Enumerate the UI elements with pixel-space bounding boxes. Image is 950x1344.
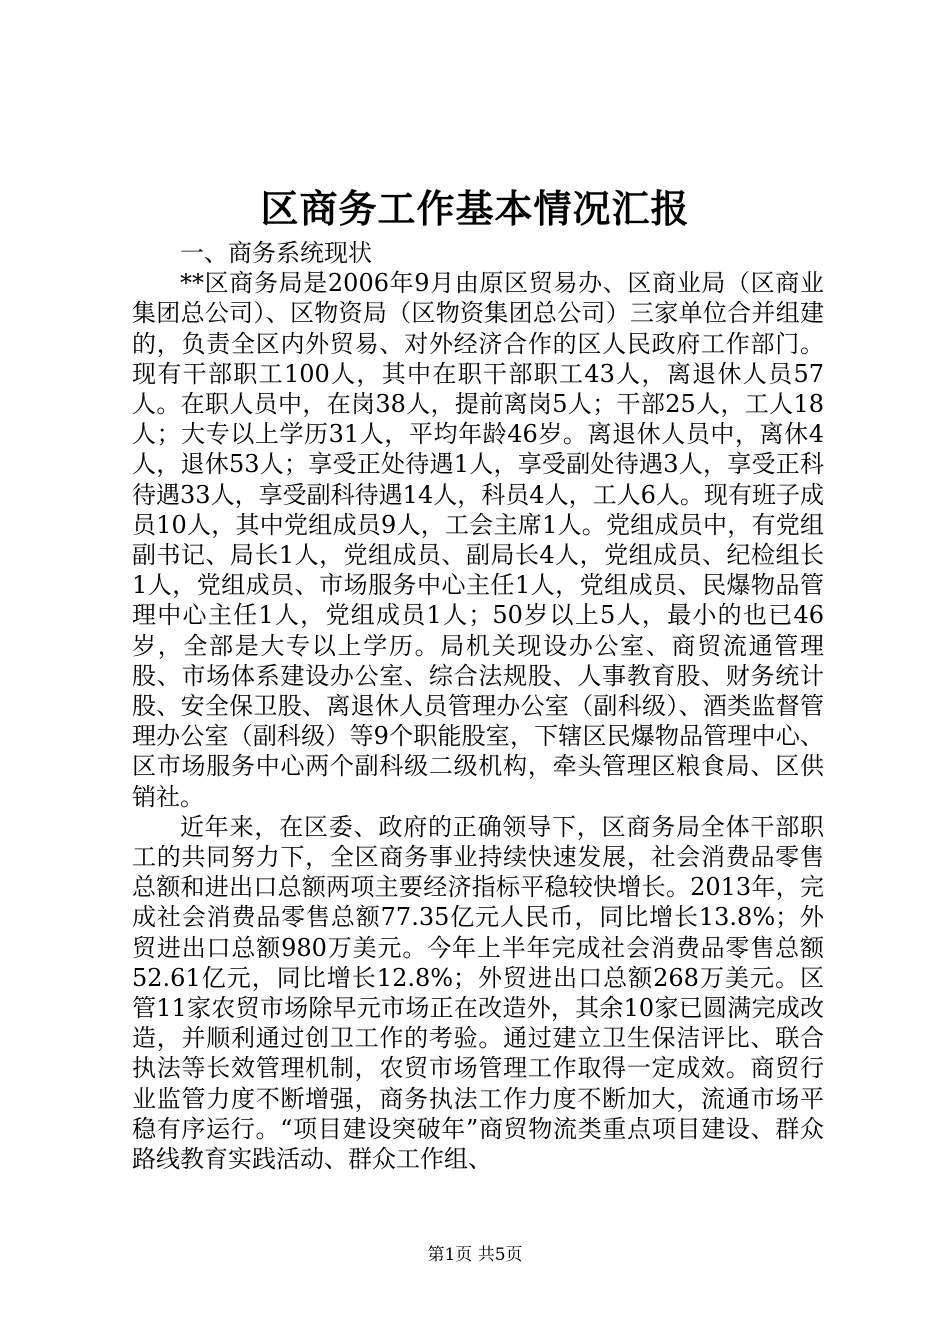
page-footer: 第1页 共5页 [427,1245,523,1265]
section-heading: 一、商务系统现状 [180,239,372,267]
document-body [132,238,824,1174]
paragraph-1: **区商务局是2006年9月由原区贸易办、区商业局（区商业集团总公司）、区物资局（区物资集团总公司）三家单位合并组建的，负责全区内外贸易、对外经济合作的区人民政府工作部门。现有干部职工100人，其中在职干部职工43人，离退休人员57人。在职人员中，在岗38人，提前离岗5人；干部25人，工人18人；大专以上学历31人，平均年龄46岁。离退休人员中，离休4人，退休53人；享受正处待遇1人，享受副处待遇3人，享受正科待遇33人，享受副科待遇14人，科员4人，工人6人。现有班子成员10人，其中党组成员9人，工会主席1人。党组成员中，有党组副书记、局长1人，党组成员、副局长4人，党组成员、纪检组长1人，党组成员、市场服务中心主任1人，党组成员、民爆物品管理中心主任1人，党组成员1人；50岁以上5人，最小的也已46岁，全部是大专以上学历。局机关现设办公室、商贸流通管理股、市场体系建设办公室、综合法规股、人事教育股、财务统计股、安全保卫股、离退休人员管理办公室（副科级）、酒类监督管理办公室（副科级）等9个职能股室，下辖区民爆物品管理中心、区市场服务中心两个副科级二级机构，牵头管理区粮食局、区供销社。 [132,269,824,811]
paragraph-2: 近年来，在区委、政府的正确领导下，区商务局全体干部职工的共同努力下，全区商务事业持续快速发展，社会消费品零售总额和进出口总额两项主要经济指标平稳较快增长。2013年，完成社会消费品零售总额77.35亿元人民币，同比增长13.8%；外贸进出口总额980万美元。今年上半年完成社会消费品零售总额52.61亿元，同比增长12.8%；外贸进出口总额268万美元。区管11家农贸市场除早元市场正在改造外，其余10家已圆满完成改造，并顺利通过创卫工作的考验。通过建立卫生保洁评比、联合执法等长效管理机制，农贸市场管理工作取得一定成效。商贸行业监管力度不断增强，商务执法工作力度不断加大，流通市场平稳有序运行。“项目建设突破年”商贸物流类重点项目建设、群众路线教育实践活动、群众工作组、 [132,812,824,1174]
document-title: 区商务工作基本情况汇报 [260,186,690,231]
